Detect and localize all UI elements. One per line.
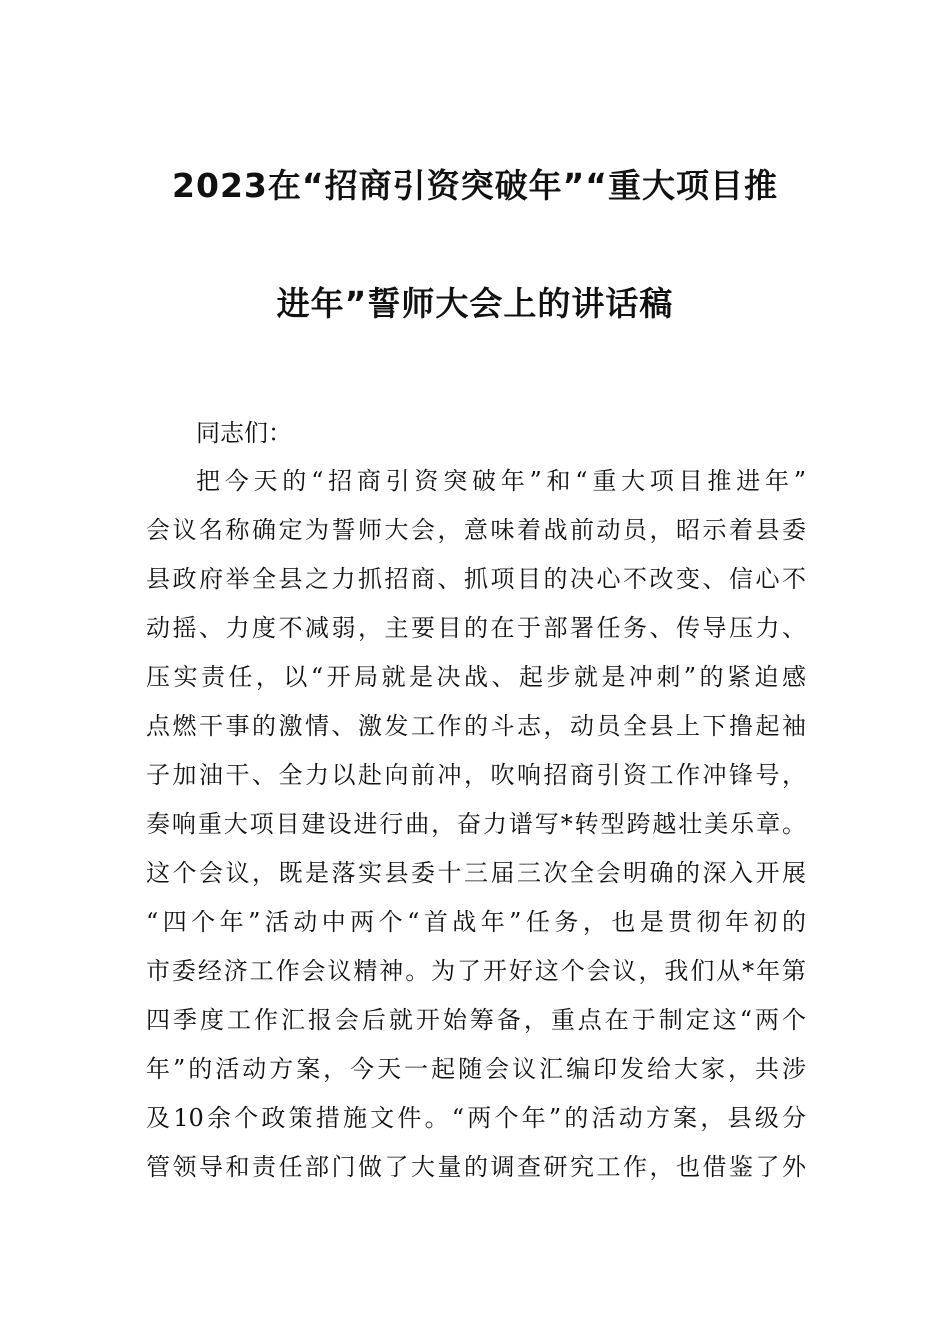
- body-line: “四个年”活动中两个“首战年”任务，也是贯彻年初的: [146, 908, 806, 936]
- body-line: 子加油干、全力以赴向前冲，吹响招商引资工作冲锋号，: [146, 761, 806, 789]
- body-line: 管领导和责任部门做了大量的调查研究工作，也借鉴了外: [146, 1153, 806, 1181]
- body-line: 及10余个政策措施文件。“两个年”的活动方案，县级分: [146, 1104, 806, 1132]
- document-title-line-1: 2023在“招商引资突破年”“重大项目推: [172, 166, 778, 205]
- body-line: 点燃干事的激情、激发工作的斗志，动员全县上下撸起袖: [146, 712, 806, 740]
- body-line: 奏响重大项目建设进行曲，奋力谱写*转型跨越壮美乐章。: [146, 810, 806, 838]
- body-line: 把今天的“招商引资突破年”和“重大项目推进年”: [196, 467, 806, 495]
- body-line: 这个会议，既是落实县委十三届三次全会明确的深入开展: [146, 859, 806, 887]
- body-line: 动摇、力度不减弱，主要目的在于部署任务、传导压力、: [146, 614, 806, 642]
- body-line: 年”的活动方案，今天一起随会议汇编印发给大家，共涉: [146, 1055, 806, 1083]
- document-title-line-2: 进年”誓师大会上的讲话稿: [276, 284, 674, 323]
- body-line: 市委经济工作会议精神。为了开好这个会议，我们从*年第: [146, 957, 806, 985]
- body-line: 县政府举全县之力抓招商、抓项目的决心不改变、信心不: [146, 565, 806, 593]
- salutation: 同志们：: [196, 419, 292, 447]
- body-line: 会议名称确定为誓师大会，意味着战前动员，昭示着县委: [146, 516, 806, 544]
- body-line: 压实责任，以“开局就是决战、起步就是冲刺”的紧迫感: [146, 663, 806, 691]
- body-line: 四季度工作汇报会后就开始筹备，重点在于制定这“两个: [146, 1006, 806, 1034]
